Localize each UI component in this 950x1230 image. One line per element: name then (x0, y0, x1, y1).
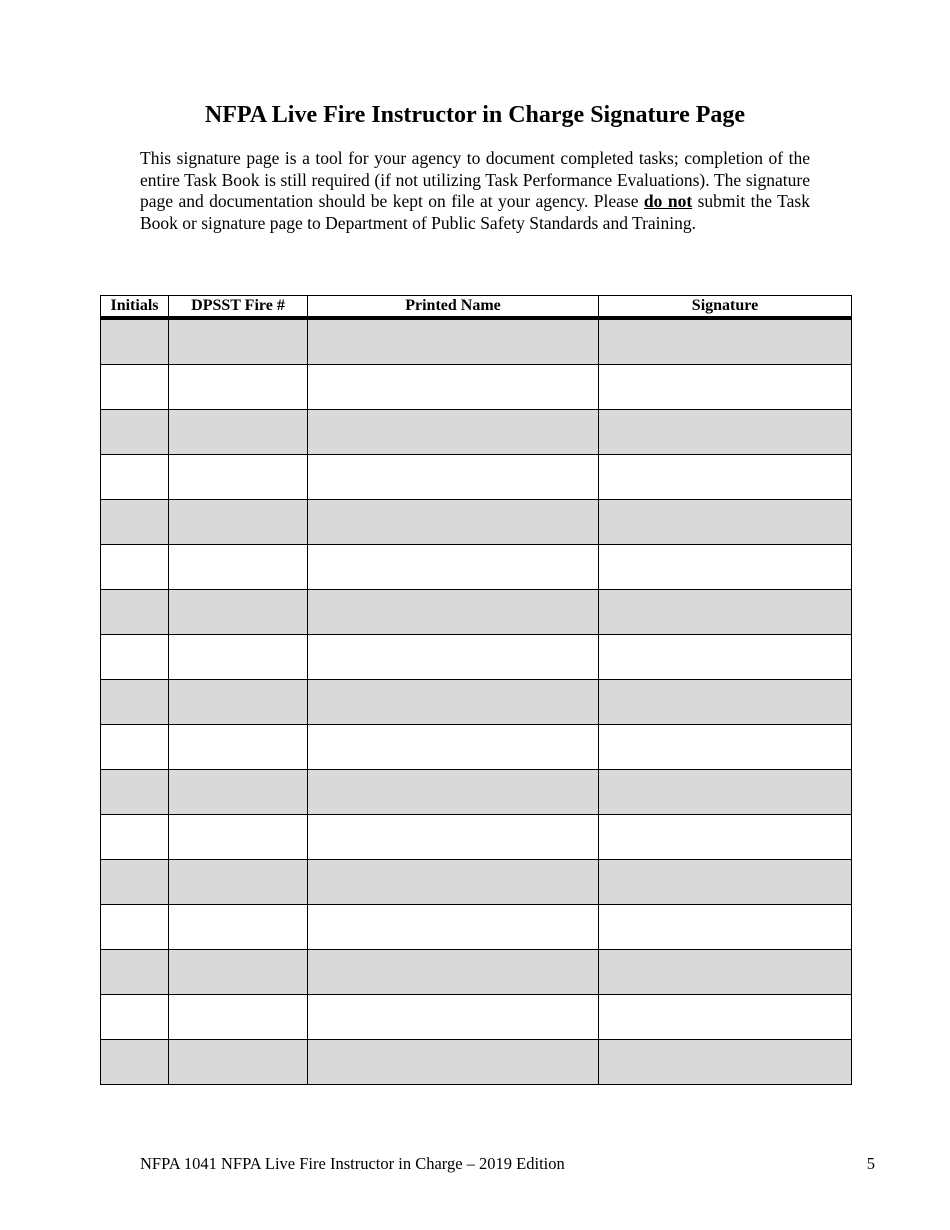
signature-cell[interactable] (599, 318, 852, 365)
signature-cell[interactable] (599, 545, 852, 590)
header-signature: Signature (599, 296, 852, 319)
dpsst-fire-number-cell[interactable] (169, 770, 308, 815)
table-row (101, 635, 852, 680)
header-printed-name: Printed Name (308, 296, 599, 319)
intro-emphasis: do not (643, 191, 693, 211)
initials-cell[interactable] (101, 365, 169, 410)
table-row (101, 995, 852, 1040)
table-row (101, 1040, 852, 1085)
intro-text-part2: submit the Task Book or signature page to Department of Public Safety Standards and Training. (140, 191, 810, 233)
dpsst-fire-number-cell[interactable] (169, 950, 308, 995)
table-row (101, 545, 852, 590)
signature-cell[interactable] (599, 725, 852, 770)
footer-text: NFPA 1041 NFPA Live Fire Instructor in Charge – 2019 Edition (140, 1154, 565, 1173)
signature-table (100, 295, 852, 1085)
dpsst-fire-number-cell[interactable] (169, 680, 308, 725)
dpsst-fire-number-cell[interactable] (169, 815, 308, 860)
page-number: 5 (866, 1154, 875, 1173)
dpsst-fire-number-cell[interactable] (169, 590, 308, 635)
signature-cell[interactable] (599, 950, 852, 995)
signature-cell[interactable] (599, 500, 852, 545)
printed-name-cell[interactable] (308, 860, 599, 905)
table-row (101, 365, 852, 410)
initials-cell[interactable] (101, 635, 169, 680)
dpsst-fire-number-cell[interactable] (169, 1040, 308, 1085)
printed-name-cell[interactable] (308, 770, 599, 815)
initials-cell[interactable] (101, 500, 169, 545)
signature-cell[interactable] (599, 455, 852, 500)
table-header-row (101, 296, 852, 319)
table-row (101, 815, 852, 860)
initials-cell[interactable] (101, 770, 169, 815)
printed-name-cell[interactable] (308, 410, 599, 455)
printed-name-cell[interactable] (308, 680, 599, 725)
signature-cell[interactable] (599, 905, 852, 950)
initials-cell[interactable] (101, 905, 169, 950)
dpsst-fire-number-cell[interactable] (169, 995, 308, 1040)
signature-cell[interactable] (599, 365, 852, 410)
dpsst-fire-number-cell[interactable] (169, 545, 308, 590)
header-dpsst-fire-number: DPSST Fire # (169, 296, 308, 319)
signature-table-body (101, 318, 852, 1085)
initials-cell[interactable] (101, 725, 169, 770)
printed-name-cell[interactable] (308, 365, 599, 410)
intro-text-part1: This signature page is a tool for your agency to document completed tasks; completion of the entire Task Book is still required (if not utilizing Task Performance Evaluations). The signature page and documentation should be kept on file at your agency. Please (140, 148, 810, 211)
table-row (101, 590, 852, 635)
printed-name-cell[interactable] (308, 950, 599, 995)
printed-name-cell[interactable] (308, 590, 599, 635)
signature-cell[interactable] (599, 815, 852, 860)
initials-cell[interactable] (101, 455, 169, 500)
table-row (101, 770, 852, 815)
table-row (101, 950, 852, 995)
table-row (101, 680, 852, 725)
initials-cell[interactable] (101, 860, 169, 905)
initials-cell[interactable] (101, 410, 169, 455)
printed-name-cell[interactable] (308, 500, 599, 545)
initials-cell[interactable] (101, 590, 169, 635)
table-row (101, 318, 852, 365)
dpsst-fire-number-cell[interactable] (169, 500, 308, 545)
dpsst-fire-number-cell[interactable] (169, 410, 308, 455)
signature-cell[interactable] (599, 1040, 852, 1085)
table-row (101, 905, 852, 950)
printed-name-cell[interactable] (308, 635, 599, 680)
table-row (101, 500, 852, 545)
table-row (101, 860, 852, 905)
dpsst-fire-number-cell[interactable] (169, 365, 308, 410)
initials-cell[interactable] (101, 815, 169, 860)
page-title: NFPA Live Fire Instructor in Charge Signature Page (204, 102, 746, 128)
signature-cell[interactable] (599, 635, 852, 680)
signature-cell[interactable] (599, 770, 852, 815)
initials-cell[interactable] (101, 950, 169, 995)
printed-name-cell[interactable] (308, 318, 599, 365)
table-row (101, 410, 852, 455)
dpsst-fire-number-cell[interactable] (169, 455, 308, 500)
signature-cell[interactable] (599, 680, 852, 725)
table-row (101, 725, 852, 770)
dpsst-fire-number-cell[interactable] (169, 905, 308, 950)
initials-cell[interactable] (101, 680, 169, 725)
dpsst-fire-number-cell[interactable] (169, 635, 308, 680)
printed-name-cell[interactable] (308, 545, 599, 590)
initials-cell[interactable] (101, 545, 169, 590)
signature-cell[interactable] (599, 410, 852, 455)
intro-paragraph (140, 148, 810, 234)
initials-cell[interactable] (101, 995, 169, 1040)
dpsst-fire-number-cell[interactable] (169, 725, 308, 770)
printed-name-cell[interactable] (308, 905, 599, 950)
printed-name-cell[interactable] (308, 725, 599, 770)
table-row (101, 455, 852, 500)
dpsst-fire-number-cell[interactable] (169, 860, 308, 905)
signature-cell[interactable] (599, 860, 852, 905)
printed-name-cell[interactable] (308, 455, 599, 500)
header-initials: Initials (101, 296, 169, 319)
initials-cell[interactable] (101, 318, 169, 365)
initials-cell[interactable] (101, 1040, 169, 1085)
dpsst-fire-number-cell[interactable] (169, 318, 308, 365)
signature-cell[interactable] (599, 995, 852, 1040)
printed-name-cell[interactable] (308, 995, 599, 1040)
printed-name-cell[interactable] (308, 1040, 599, 1085)
printed-name-cell[interactable] (308, 815, 599, 860)
signature-cell[interactable] (599, 590, 852, 635)
